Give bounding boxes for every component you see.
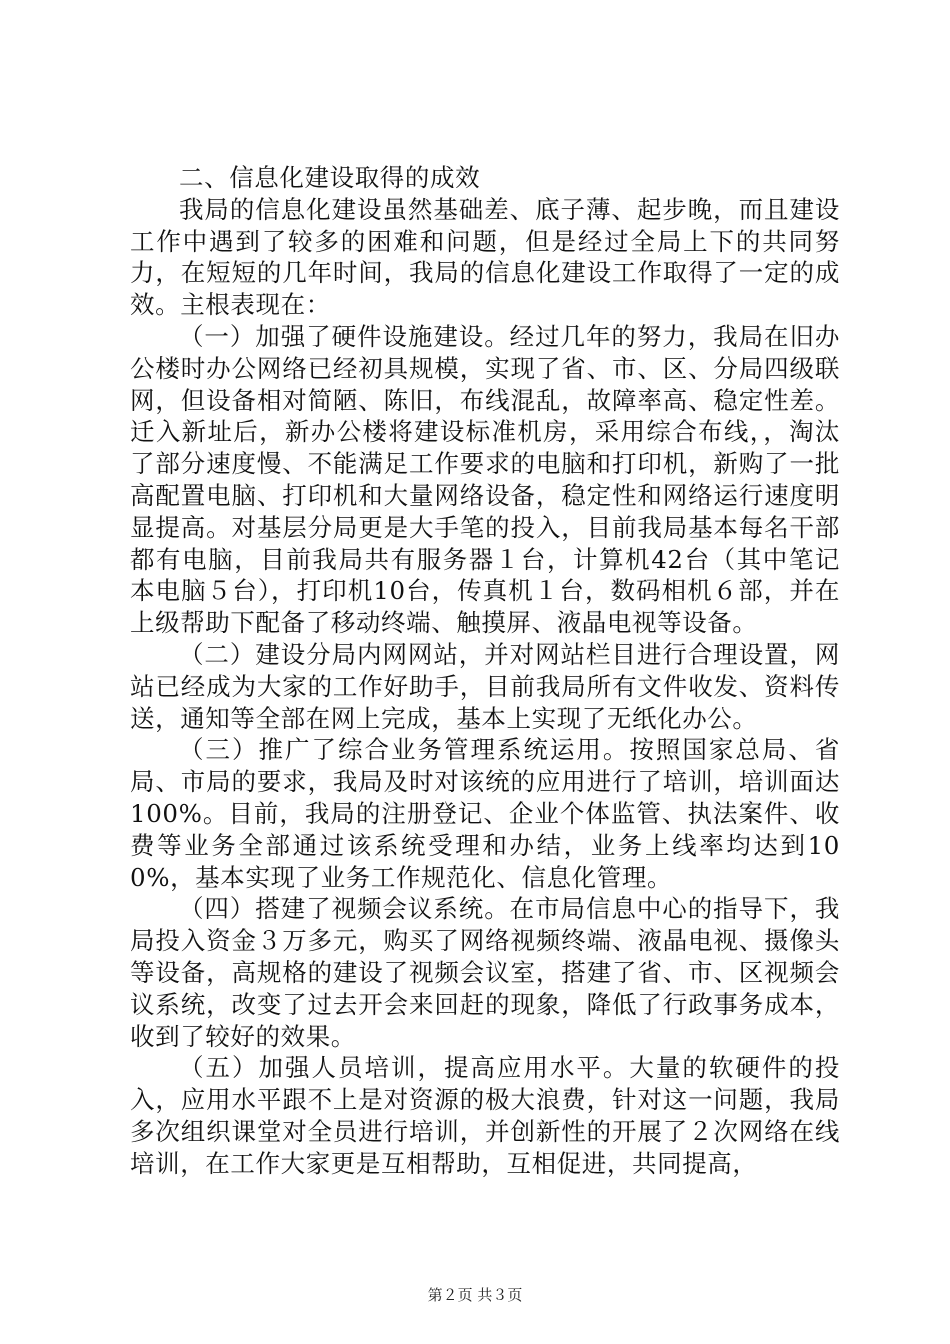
paragraph-intro: 我局的信息化建设虽然基础差、底子薄、起步晚，而且建设工作中遇到了较多的困难和问题，但是经过全局上下的共同努力，在短短的几年时间，我局的信息化建设工作取得了一定的成效。主根表现在： [130,194,840,320]
paragraph-hardware: （一）加强了硬件设施建设。经过几年的努力，我局在旧办公楼时办公网络已经初具规模，实现了省、市、区、分局四级联网，但设备相对简陋、陈旧，布线混乱，故障率高、稳定性差。迁入新址后，新办公楼将建设标准机房，采用综合布线，，淘汰了部分速度慢、不能满足工作要求的电脑和打印机，新购了一批高配置电脑、打印机和大量网络设备，稳定性和网络运行速度明显提高。对基层分局更是大手笔的投入，目前我局基本每名干部都有电脑，目前我局共有服务器１台，计算机42台（其中笔记本电脑５台），打印机10台，传真机１台，数码相机６部，并在上级帮助下配备了移动终端、触摸屏、液晶电视等设备。 [130,321,840,638]
page-number: 第２页 共３页 [427,1286,523,1304]
document-body [130,162,840,1180]
paragraph-business-system: （三）推广了综合业务管理系统运用。按照国家总局、省局、市局的要求，我局及时对该统的应用进行了培训，培训面达100%。目前，我局的注册登记、企业个体监管、执法案件、收费等业务全部通过该系统受理和办结，业务上线率均达到100%，基本实现了业务工作规范化、信息化管理。 [130,735,840,892]
paragraph-training: （五）加强人员培训，提高应用水平。大量的软硬件的投入，应用水平跟不上是对资源的极大浪费，针对这一问题，我局多次组织课堂对全员进行培训，并创新性的开展了２次网络在线培训，在工作大家更是互相帮助，互相促进，共同提高， [130,1053,840,1178]
section-heading: 二、信息化建设取得的成效 [179,163,481,192]
paragraph-intranet: （二）建设分局内网网站，并对网站栏目进行合理设置，网站已经成为大家的工作好助手，目前我局所有文件收发、资料传送，通知等全部在网上完成，基本上实现了无纸化办公。 [130,639,840,733]
paragraph-video-conference: （四）搭建了视频会议系统。在市局信息中心的指导下，我局投入资金３万多元，购买了网络视频终端、液晶电视、摄像头等设备，高规格的建设了视频会议室，搭建了省、市、区视频会议系统，改变了过去开会来回赶的现象，降低了行政事务成本，收到了较好的效果。 [130,894,840,1051]
